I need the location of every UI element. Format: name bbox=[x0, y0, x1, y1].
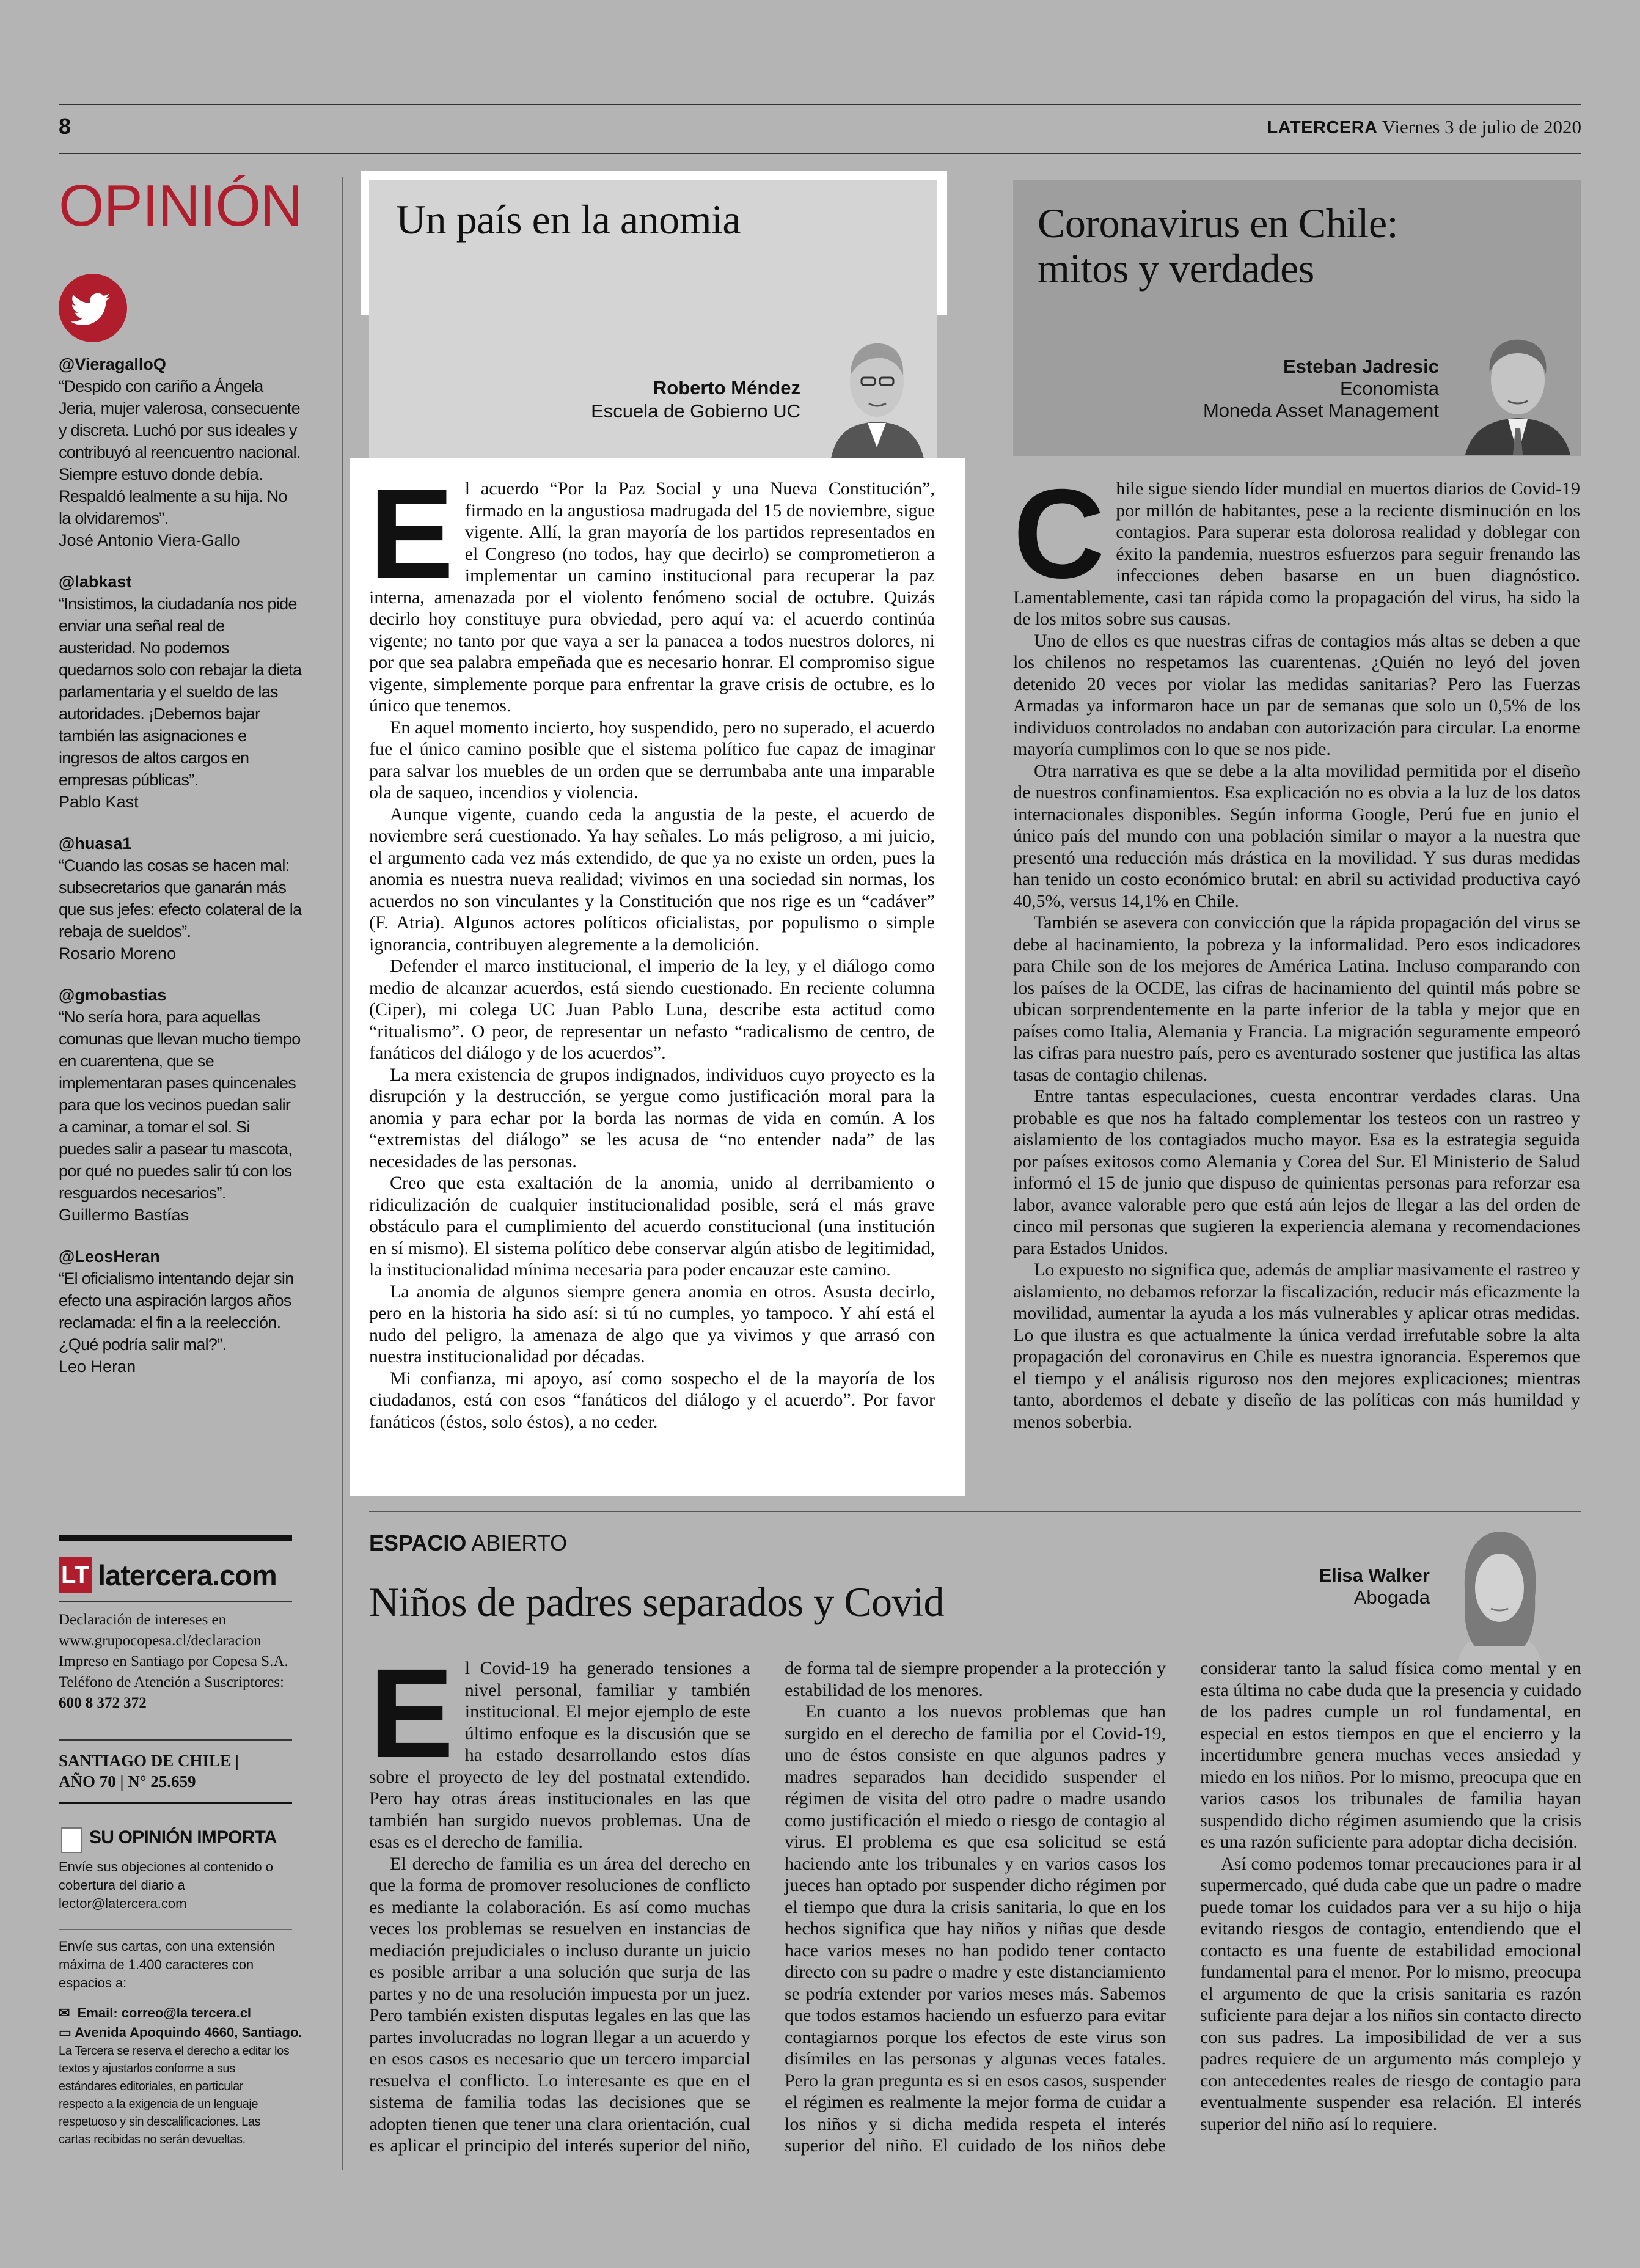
article3-paragraph: Así como podemos tomar precauciones para ir al supermercado, qué duda cabe que un padre o madre puede tomar los cuidados para ver a su hijo o hija evitando riesgos de contagio, entendiendo que el contacto es una fuente de estabilidad emocional fundamental para el menor. Por lo mismo, preocupa el argumento de que la crisis sanitaria es razón suficiente para dejar a los niños sin contacto directo con sus padres. La imposibilidad de ver a sus padres requiere de un argumento más complejo y con antecedentes reales de riesgo de contagio para eventualmente suspender esa relación. El interés superior del niño así lo requiere. bbox=[1200, 1853, 1581, 2134]
contact-lines bbox=[59, 2003, 302, 2042]
tweet-handle[interactable]: @labkast bbox=[59, 573, 132, 591]
tweet-author: José Antonio Viera-Gallo bbox=[59, 531, 240, 549]
letters-disclaimer: La Tercera se reserva el derecho a editar los textos y ajustarlos conforme a sus estándares editoriales, en particular respecto a la exigencia de un lenguaje respetuoso y sin descalificaciones. Las cartas recibidas no serán devueltas. bbox=[59, 2044, 290, 2146]
article2-lead-text: hile sigue siendo líder mundial en muertos diarios de Covid-19 por millón de habitantes, pese a la reciente disminución en los contagios. Para superar esta dolorosa realidad y doblegar con éxito la pandemia, nuestros esfuerzos para seguir frenando las infecciones deben basarse en un buen diagnóstico. Lamentablemente, casi tan rápida como la propagación del virus, ha sido la de los mitos sobre sus causas. bbox=[1013, 479, 1580, 629]
article2-company: Moneda Asset Management bbox=[1203, 400, 1439, 421]
tweet-item bbox=[59, 353, 303, 551]
article3-author[interactable]: Elisa Walker bbox=[1319, 1565, 1430, 1586]
article3-kicker bbox=[369, 1530, 567, 1556]
declaration-block bbox=[59, 1610, 291, 1714]
author-portrait bbox=[1457, 324, 1579, 455]
article2-role: Economista bbox=[1340, 378, 1439, 399]
edition-info bbox=[59, 1750, 239, 1792]
contact-email: Email: correo@la tercera.cl bbox=[77, 2005, 252, 2020]
article2-body bbox=[1013, 463, 1580, 1433]
section-title: OPINIÓN bbox=[59, 173, 302, 238]
article1-dropcap: E bbox=[369, 463, 454, 605]
tweet-list bbox=[59, 353, 303, 1397]
tweet-text: “Insistimos, la ciudadanía nos pide enviar una señal real de austeridad. No podemos quedarnos solo con rebajar la dieta parlamentaria y el sueldo de las autoridades. ¡Debemos bajar también las asignaciones e ingresos de altos cargos en empresas públicas”. bbox=[59, 595, 302, 789]
article2-dropcap: C bbox=[1013, 463, 1105, 605]
header-bottom-rule bbox=[59, 153, 1581, 154]
article1-paragraph: La mera existencia de grupos indignados, individuos cuyo proyecto es la disrupción y la destrucción, se yergue como justificación moral para la anomia y para echar por la borda las normas de vida en común. A los “extremistas del diálogo” se les acusa de “no entender nada” de las necesidades de las personas. bbox=[369, 1064, 935, 1172]
brand-name: LATERCERA bbox=[1267, 118, 1378, 138]
article1-paragraph: Defender el marco institucional, el imperio de la ley, y el diálogo como medio de alcanzar acuerdos, está siendo cuestionado. En reciente columna (Ciper), mi colega UC Juan Pablo Luna, describe esta actitud como “ritualismo”. O peor, de representar un nefasto “radicalismo de centro, de fanáticos del diálogo y de los acuerdos”. bbox=[369, 956, 935, 1063]
header-brand-date bbox=[1267, 116, 1581, 138]
sidebar-rule bbox=[59, 1929, 292, 1930]
logo-mark: LT bbox=[59, 1557, 92, 1593]
article1-paragraph: Aunque vigente, cuando ceda la angustia de la peste, el acuerdo de noviembre será cuestionado. Ya hay señales. Lo más peligroso, a mi juicio, el argumento cada vez más extendido, de que ya no existe un orden, pues la anomia es nuestra nueva realidad; vivimos en una sociedad sin normas, los acuerdos no son vinculantes y la Constitución que nos rige es un “cadáver” (F. Atria). Algunos actores políticos oficialistas, por populismo o simple ignorancia, contribuyen alegremente a la demolición. bbox=[369, 804, 935, 955]
kicker-rest: ABIERTO bbox=[471, 1530, 568, 1555]
letters-instructions: Envíe sus cartas, con una extensión máxima de 1.400 caracteres con espacios a: bbox=[59, 1939, 275, 1991]
mailbox-icon: ▭ bbox=[59, 2025, 71, 2040]
tweet-item bbox=[59, 571, 303, 813]
author-portrait bbox=[1438, 1524, 1561, 1665]
article3-title: Niños de padres separados y Covid bbox=[369, 1579, 944, 1625]
header-top-rule bbox=[59, 104, 1581, 105]
article2-paragraph: Entre tantas especulaciones, cuesta encontrar verdades claras. Una probable es que nos ha faltado complementar los testeos con un rastreo y aislamiento de los contagiados mucho mayor. Esa es la estrategia seguida por países exitosos como Alemania y Corea del Sur. El Ministerio de Salud informó el 15 de junio que dispuso de quinientas personas para reforzar esa labor, avance valorable pero que está aún lejos de llegar a las del orden de cinco mil personas que sugieren la experiencia alemana y recomendaciones para Estados Unidos. bbox=[1013, 1086, 1580, 1258]
article3-lead-text: l Covid-19 ha generado tensiones a nivel personal, familiar y también institucional. El mejor ejemplo de este último enfoque es la discusión que se ha estado desarrollando estos días sobre el proyecto de ley del postnatal extendido. Pero hay otras áreas institucionales en las que también han surgido nuevos problemas. Una de esas es el derecho de familia. bbox=[369, 1658, 750, 1852]
sidebar-rule bbox=[59, 1601, 292, 1602]
article2-paragraph: También se asevera con convicción que la rápida propagación del virus se debe al hacinamiento, la pobreza y la informalidad. Pero esos indicadores para Chile son de los mejores de América Latina. Incluso comparando con los países de la OCDE, las cifras de hacinamiento del quintil más pobre se ubican sorprendentemente en la parte inferior de la tabla y mejor que en países como Italia, Alemania y Francia. La migración seguramente empeoró las cifras para nuestro país, pero es aventurado sostener que justifica las altas tasas de contagio chilenas. bbox=[1013, 912, 1580, 1085]
tweet-text: “Despido con cariño a Ángela Jeria, mujer valerosa, consecuente y discreta. Luchó por sus ideales y contribuyó al reencuentro nacional. Siempre estuvo donde debía. Respaldó lealmente a su hija. No la olvidaremos”. bbox=[59, 377, 301, 527]
article2-paragraph: Lo expuesto no significa que, además de ampliar masivamente el rastreo y aislamiento, no debamos reforzar la fiscalización, reducir más eficazmente la movilidad, aumentar la ayuda a los más vulnerables y aplicar otras medidas. Lo que ilustra es que actualmente la única verdad irrefutable sobre la alta propagación del coronavirus en Chile es nuestra ignorancia. Esperemos que el tiempo y el análisis riguroso nos den mejores explicaciones; mientras tanto, abordemos el debate y diseño de las políticas con más humildad y menos soberbia. bbox=[1013, 1260, 1580, 1432]
contact-address: Avenida Apoquindo 4660, Santiago. bbox=[75, 2025, 302, 2040]
article1-title: Un país en la anomia bbox=[396, 196, 741, 243]
article1-paragraph: En aquel momento incierto, hoy suspendido, pero no superado, el acuerdo fue el único camino posible que el sistema político fue capaz de imaginar para salvar los muebles de un orden que se derrumbaba ante una imparable ola de saqueo, incendios y violencia. bbox=[369, 717, 935, 802]
sidebar-thick-rule bbox=[59, 1535, 292, 1541]
tweet-handle[interactable]: @LeosHeran bbox=[59, 1247, 160, 1266]
article1-author[interactable]: Roberto Méndez bbox=[653, 377, 800, 398]
subscriber-phone: 600 8 372 372 bbox=[59, 1695, 147, 1711]
opinion-heading: SU OPINIÓN IMPORTA bbox=[89, 1827, 277, 1848]
article1-paragraph: La anomia de algunos siempre genera anomia en otros. Asusta decirlo, pero en la historia ha sido así: si tú no cumples, yo tampoco. Y ahí está el nudo del peligro, la amenaza de algo que ya vivimos y que arrasó con nuestra institucionalidad por décadas. bbox=[369, 1281, 935, 1367]
sidebar-rule bbox=[59, 1802, 292, 1804]
article2-title-line: mitos y verdades bbox=[1038, 245, 1314, 292]
author-portrait bbox=[819, 325, 935, 458]
tweet-author: Rosario Moreno bbox=[59, 944, 177, 963]
tweet-handle[interactable]: @gmobastias bbox=[59, 986, 167, 1004]
tweet-author: Pablo Kast bbox=[59, 793, 139, 811]
article1-paragraph bbox=[369, 463, 935, 717]
article1-affiliation: Escuela de Gobierno UC bbox=[591, 400, 800, 422]
opinion-instructions: Envíe sus objeciones al contenido o cobertura del diario a lector@latercera.com bbox=[59, 1859, 274, 1911]
article1-lead-text: l acuerdo “Por la Paz Social y una Nueva Constitución”, firmado en la angustiosa madrugada del 15 de noviembre, sigue vigente. Allí, la gran mayoría de los partidos representados en el Congreso (no todos, hay que decirlo) se comprometieron a implementar un camino institucional para recuperar la paz interna, amenazada por el violento fenómeno social de octubre. Quizás decirlo hoy constituye pura obviedad, pero aquí va: el acuerdo continúa vigente; no tanto por que vaya a ser la panacea a todos nuestros dolores, ni por que sea palabra empeñada que es necesario honrar. El compromiso sigue vigente, simplemente porque para enfrentar la grave crisis de octubre, es lo único que tenemos. bbox=[369, 479, 935, 716]
article3-role: Abogada bbox=[1353, 1587, 1430, 1608]
address-line bbox=[59, 2023, 302, 2042]
article2-title bbox=[1038, 200, 1398, 291]
article1-body bbox=[369, 463, 935, 1433]
email-line[interactable] bbox=[59, 2003, 302, 2023]
tweet-text: “Cuando las cosas se hacen mal: subsecretarios que ganarán más que sus jefes: efecto colateral de la rebaja de sueldos”. bbox=[59, 856, 302, 941]
document-icon bbox=[61, 1827, 82, 1853]
kicker-bold: ESPACIO bbox=[369, 1530, 467, 1555]
article1-paragraph: Creo que esta exaltación de la anomia, unido al derribamiento o ridiculización de cualquier institucionalidad posible, será el más grave obstáculo para el cumplimiento del acuerdo constitucional (una institución en sí mismo). El sistema político debe conservar algún atisbo de legitimidad, la institucionalidad mínima necesaria para poder encauzar este camino. bbox=[369, 1173, 935, 1280]
tweet-item bbox=[59, 832, 303, 964]
article3-byline bbox=[1198, 1565, 1430, 1609]
tweet-author: Guillermo Bastías bbox=[59, 1206, 189, 1224]
site-logo[interactable] bbox=[59, 1557, 303, 1594]
tweet-item bbox=[59, 984, 303, 1226]
article3-paragraph bbox=[369, 1643, 750, 1853]
article3-paragraph: El derecho de familia es un área del derecho en que la forma de promover resoluciones de conflicto es mediante la colaboración. Es así como muchas veces los problemas se resuelven en instancias de mediación prejudiciales o incluso durante un juicio es posible arribar a una solución que surja de las partes y no de una resolución impuesta por un juez. Pero también existen disputas legales en las que las partes involucradas no logran llegar a un acuerdo y en esos casos es necesario que un tercero imparcial resuelva el conflicto. Lo interesante es que en el sistema de familia todas las decisiones que se adopten tienen que tener una clara orientación, cual es aplicar el principio del interés superior del niño, de forma tal de siempre propender a la protección y estabilidad de los menores. bbox=[369, 1658, 1166, 2156]
tweet-text: “No sería hora, para aquellas comunas que llevan mucho tiempo en cuarentena, que se implementaran pases quincenales para que los vecinos puedan salir a caminar, a tomar el sol. Si puedes salir a pasear tu mascota, por qué no puedes salir tú con los resguardos necesarios”. bbox=[59, 1008, 301, 1202]
twitter-bird-icon bbox=[59, 274, 127, 342]
tweet-handle[interactable]: @huasa1 bbox=[59, 834, 132, 853]
article3-body bbox=[369, 1643, 1581, 2165]
edition-date: Viernes 3 de julio de 2020 bbox=[1382, 116, 1581, 138]
article2-paragraph bbox=[1013, 463, 1580, 630]
page-number: 8 bbox=[59, 114, 71, 139]
article2-byline bbox=[1039, 356, 1439, 422]
declaration-text: Declaración de intereses en www.grupocopesa.cl/declaracion Impreso en Santiago por Copesa S.A. Teléfono de Atención a Suscriptores: bbox=[59, 1612, 288, 1690]
tweet-handle[interactable]: @VieragalloQ bbox=[59, 355, 166, 373]
article2-author[interactable]: Esteban Jadresic bbox=[1283, 356, 1439, 377]
envelope-icon: ✉ bbox=[59, 2005, 70, 2020]
site-name: latercera.com bbox=[98, 1559, 277, 1591]
article2-paragraph: Otra narrativa es que se debe a la alta movilidad permitida por el diseño de nuestros confinamientos. Esa explicación no es obvia a la luz de los datos internacionales disponibles. Según informa Google, Perú fue en junio el único país del mundo con una población similar o mayor a la nuestra que presentó una reducción más drástica en la movilidad. Y sus duras medidas han tenido un costo económico brutal: en abril su actividad productiva cayó 40,5%, versus 14,1% en Chile. bbox=[1013, 760, 1580, 911]
article2-title-line: Coronavirus en Chile: bbox=[1038, 200, 1399, 246]
tweet-author: Leo Heran bbox=[59, 1357, 136, 1376]
article3-paragraph: En cuanto a los nuevos problemas que han surgido en el derecho de familia por el Covid-19, uno de éstos consiste en que algunos padres y madres separados han decidido suspender el régimen de visita del otro padre o madre usando como justificación el miedo o riesgo de contagio al virus. El problema es que esa solicitud se está haciendo ante los tribunales y en varios casos los jueces han optado por suspender dicho régimen por el tiempo que dura la crisis sanitaria, lo que en los hechos significa que hay niños y niñas que desde hace varios meses no han podido tener contacto directo con su padre o madre y este distanciamiento se podría extender por varios meses más. Sabemos que todos estamos haciendo un esfuerzo para evitar contagiarnos porque los efectos de este virus son disímiles en las personas y algunas veces fatales. Pero la gran pregunta es si en esos casos, suspender el régimen es realmente la mejor forma de cuidar a los niños y si dicha medida respeta el interés superior del niño. El cuidado de los niños debe considerar tanto la salud física como mental y en esta última no cabe duda que la presencia y cuidado de los padres cumple un rol fundamental, en especial en estos tiempos en que el encierro y la incertidumbre genera muchas veces ansiedad y miedo en los niños. Por lo mismo, preocupa que en varios casos los tribunales de familia hayan suspendido dicho régimen asumiendo que la crisis es una razón suficiente para adoptar dicha decisión. bbox=[785, 1658, 1581, 2156]
sidebar-rule bbox=[59, 1739, 292, 1741]
tweet-text: “El oficialismo intentando dejar sin efecto una aspiración largos años reclamada: el fin a la reelección. ¿Qué podría salir mal?”. bbox=[59, 1269, 294, 1354]
article3-top-rule bbox=[369, 1511, 1581, 1512]
article1-paragraph: Mi confianza, mi apoyo, así como sospecho el de la mayoría de los ciudadanos, está con esos “fanáticos del diálogo y el acuerdo”. Por favor fanáticos (éstos, solo éstos), a no ceder. bbox=[369, 1368, 935, 1432]
article1-byline bbox=[391, 376, 800, 423]
article2-paragraph: Uno de ellos es que nuestras cifras de contagios más altas se deben a que los chilenos no respetamos las cuarentenas. ¿Quién no leyó del joven detenido 20 veces por violar las medidas sanitarias? Pero las Fuerzas Armadas ya informaron hace un par de semanas que solo un 0,5% de los individuos controlados no andaban con autorización para circular. La enorme mayoría cumplimos con lo que se nos pide. bbox=[1013, 630, 1580, 759]
article3-dropcap: E bbox=[369, 1643, 454, 1785]
column-divider bbox=[342, 177, 343, 2170]
edition-city: SANTIAGO DE CHILE | bbox=[59, 1752, 239, 1770]
tweet-item bbox=[59, 1246, 303, 1378]
edition-number: AÑO 70 | N° 25.659 bbox=[59, 1772, 196, 1791]
